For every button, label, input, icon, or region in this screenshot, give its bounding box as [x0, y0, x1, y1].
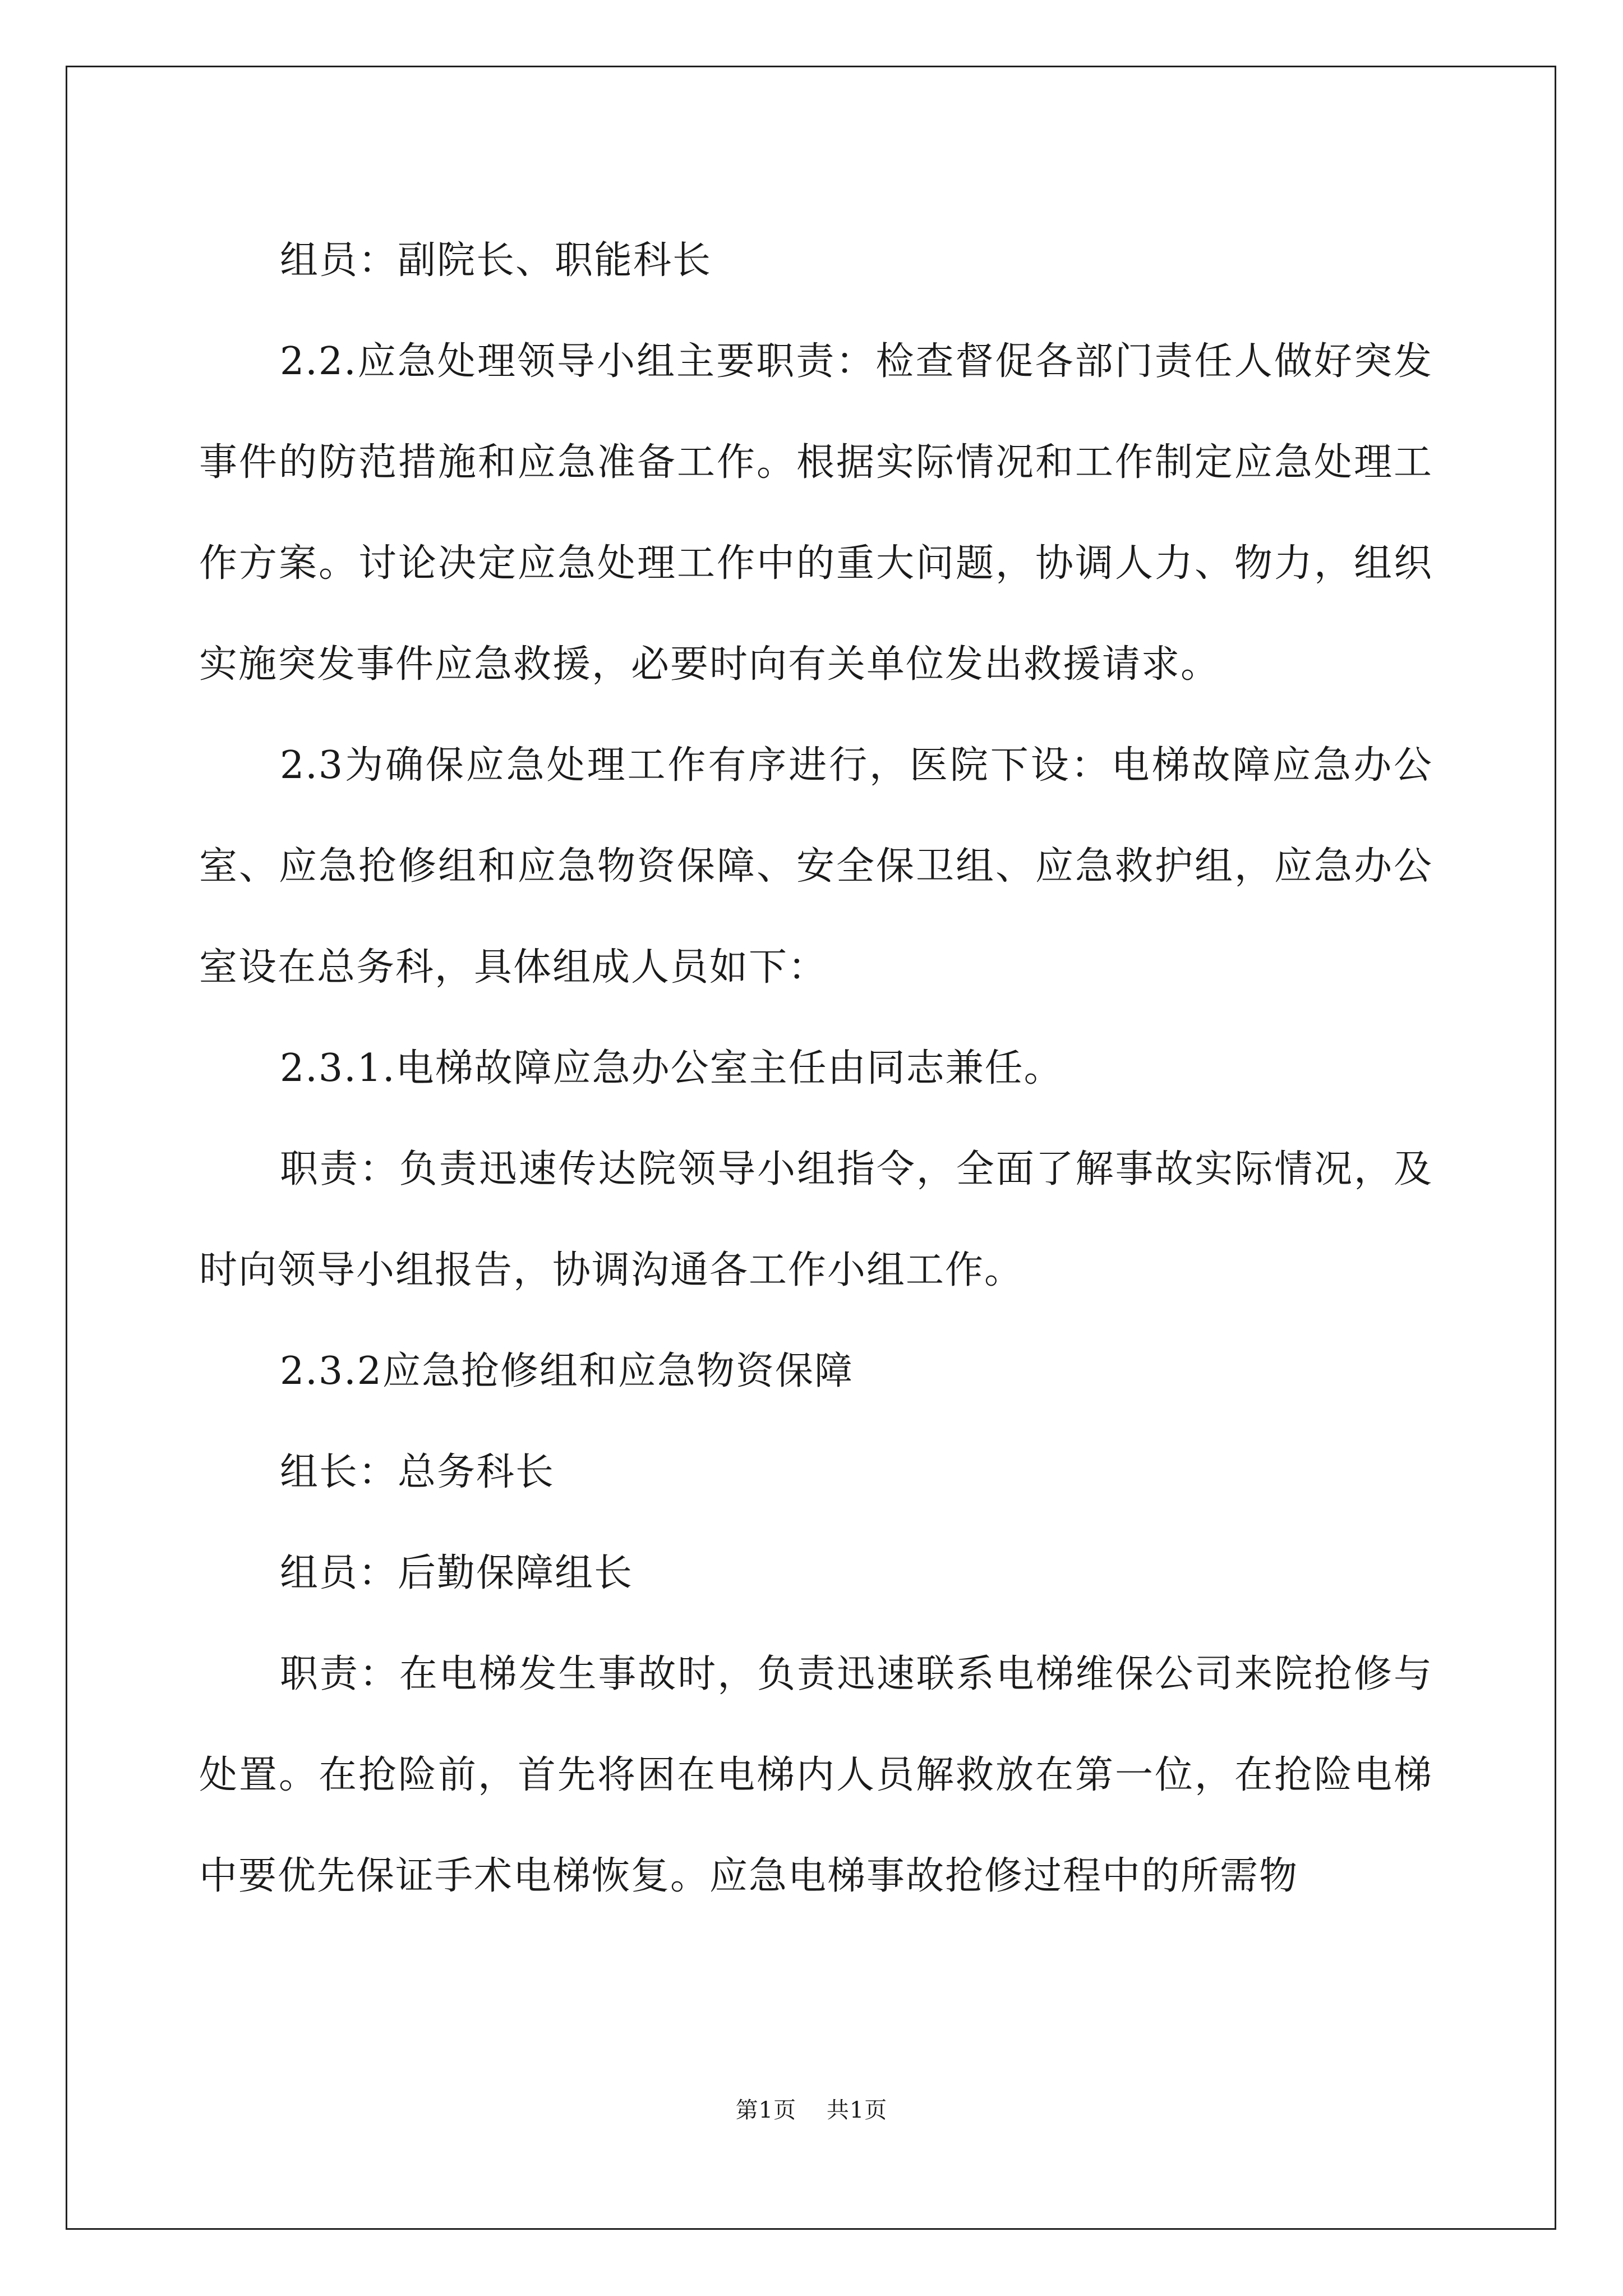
- paragraph-office-duties: 职责：负责迅速传达院领导小组指令，全面了解事故实际情况，及时向领导小组报告，协调沟通各工作小组工作。: [199, 1147, 1433, 1292]
- paragraph-repair-duties: 职责：在电梯发生事故时，负责迅速联系电梯维保公司来院抢修与处置。在抢险前，首先将困在电梯内人员解救放在第一位，在抢险电梯中要优先保证手术电梯恢复。应急电梯事故抢修过程中的所需物: [199, 1652, 1433, 1898]
- page-number-total: 共1页: [826, 2097, 888, 2123]
- paragraph-2-3-2-repair-group: 2.3.2应急抢修组和应急物资保障: [280, 1349, 854, 1393]
- paragraph-2-3-1-office: 2.3.1.电梯故障应急办公室主任由同志兼任。: [280, 1046, 1063, 1091]
- paragraph-2-3-structure: 2.3为确保应急处理工作有序进行，医院下设：电梯故障应急办公室、应急抢修组和应急物资保障、安全保卫组、应急救护组，应急办公室设在总务科，具体组成人员如下：: [199, 743, 1433, 990]
- paragraph-2-2-duties: 2.2.应急处理领导小组主要职责：检查督促各部门责任人做好突发事件的防范措施和应急准备工作。根据实际情况和工作制定应急处理工作方案。讨论决定应急处理工作中的重大问题，协调人力、物力，组织实施突发事件应急救援，必要时向有关单位发出救援请求。: [199, 339, 1433, 687]
- page-footer: [0, 2092, 1623, 2124]
- page-number-current: 第1页: [735, 2097, 797, 2123]
- paragraph-group-members: 组员：后勤保障组长: [280, 1551, 634, 1595]
- paragraph-group-leader: 组长：总务科长: [280, 1450, 555, 1494]
- document-body: [199, 210, 1433, 1927]
- paragraph-members: 组员：副院长、职能科长: [280, 238, 712, 283]
